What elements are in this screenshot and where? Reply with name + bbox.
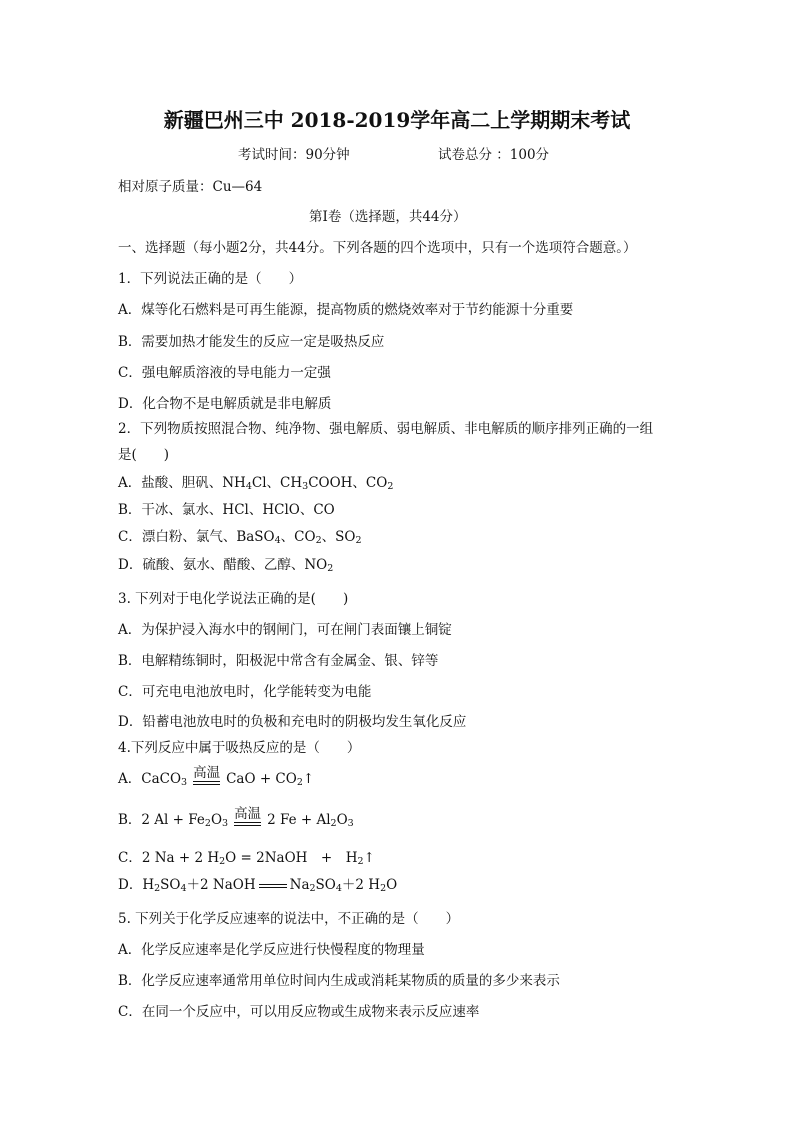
- q3-stem: 3. 下列对于电化学说法正确的是( ): [118, 591, 349, 607]
- q5-option-b: B．化学反应速率通常用单位时间内生成或消耗某物质的质量的多少来表示: [118, 973, 560, 989]
- q4a-sub-2: 2: [296, 777, 303, 788]
- q2a-text-2: Cl、CH: [251, 475, 303, 491]
- q4d-sub-2: 4: [180, 883, 187, 894]
- q1-option-b: B．需要加热才能发生的反应一定是吸热反应: [118, 334, 385, 350]
- q4b-sub-4: 3: [347, 818, 354, 829]
- q4b-text-1: B．2 Al + Fe: [118, 812, 205, 828]
- q4a-text-2: CaO + CO: [226, 771, 297, 787]
- q4a-condition-arrow: [193, 765, 220, 791]
- q3-option-d: D．铅蓄电池放电时的负极和充电时的阴极均发生氧化反应: [118, 714, 467, 730]
- q1-option-d: D．化合物不是电解质就是非电解质: [118, 396, 332, 412]
- q4-option-a: [118, 765, 314, 791]
- atomic-mass-note: 相对原子质量：Cu—64: [118, 179, 263, 195]
- q4c-text-1: C．2 Na + 2 H: [118, 850, 220, 866]
- q5-option-c: C．在同一个反应中，可以用反应物或生成物来表示反应速率: [118, 1004, 480, 1020]
- q4d-text-3: ＋2 NaOH: [186, 877, 256, 893]
- q4b-sub-3: 2: [330, 818, 337, 829]
- q4d-text-4: Na: [289, 877, 310, 893]
- q2d-text-1: D．硫酸、氨水、醋酸、乙醇、NO: [118, 557, 328, 573]
- q5-stem: 5. 下列关于化学反应速率的说法中，不正确的是（ ）: [118, 911, 460, 927]
- q4d-text-1: D．H: [118, 877, 155, 893]
- q2c-sub-1: 4: [274, 535, 281, 546]
- q2c-text-1: C．漂白粉、氯气、BaSO: [118, 529, 275, 545]
- q4b-text-4: O: [336, 812, 348, 828]
- q4d-equals-sign: [259, 884, 287, 888]
- q2a-text-1: A．盐酸、胆矾、NH: [118, 475, 246, 491]
- q4-option-b: [118, 806, 354, 832]
- q2a-sub-1: 4: [245, 481, 252, 492]
- section-instructions: 一、选择题（每小题2分，共44分。下列各题的四个选项中，只有一个选项符合题意。）: [118, 240, 637, 256]
- q1-option-c: C．强电解质溶液的导电能力一定强: [118, 365, 331, 381]
- q2-stem-line2: 是( ): [118, 447, 170, 463]
- q4d-sub-6: 2: [380, 883, 387, 894]
- section-title: 第Ⅰ卷（选择题，共44分）: [309, 209, 467, 225]
- q4d-text-6: ＋2 H: [341, 877, 381, 893]
- q2-stem-line1: 2．下列物质按照混合物、纯净物、强电解质、弱电解质、非电解质的顺序排列正确的一组: [118, 421, 654, 437]
- q4b-sub-1: 2: [204, 818, 211, 829]
- q1-stem: 1．下列说法正确的是（ ）: [118, 271, 303, 287]
- q4b-condition: 高温: [234, 806, 262, 822]
- q4c-sub-1: 2: [219, 856, 226, 867]
- q4b-text-2: O: [210, 812, 223, 828]
- q4b-sub-2: 3: [222, 818, 229, 829]
- q4d-text-7: O: [386, 877, 398, 893]
- q4-option-c: [118, 849, 375, 867]
- q2c-text-3: 、SO: [321, 529, 356, 545]
- q2-option-a: [118, 474, 393, 492]
- q4d-text-2: SO: [160, 877, 181, 893]
- q4b-condition-arrow: [234, 806, 261, 832]
- q4c-text-3: ↑: [363, 850, 375, 866]
- q3-option-b: B．电解精练铜时，阳极泥中常含有金属金、银、锌等: [118, 653, 439, 669]
- q2-option-d: [118, 556, 333, 574]
- q4d-sub-1: 2: [154, 883, 161, 894]
- q4-stem: 4.下列反应中属于吸热反应的是（ ）: [118, 740, 361, 756]
- q4a-condition: 高温: [193, 765, 221, 781]
- q4d-sub-4: 2: [309, 883, 316, 894]
- q3-option-a: A．为保护浸入海水中的钢闸门，可在闸门表面镶上铜锭: [118, 622, 452, 638]
- q2c-sub-3: 2: [355, 535, 362, 546]
- q4d-text-5: SO: [315, 877, 336, 893]
- q2a-sub-3: 2: [387, 481, 394, 492]
- page-title: 新疆巴州三中 2018-2019学年高二上学期期末考试: [163, 108, 631, 132]
- q4d-sub-5: 4: [335, 883, 342, 894]
- q3-option-c: C．可充电电池放电时，化学能转变为电能: [118, 684, 372, 700]
- q2-option-c: [118, 528, 362, 546]
- total-score: 试卷总分 ：100分: [438, 147, 550, 163]
- q2c-text-2: 、CO: [280, 529, 316, 545]
- q4a-sub-1: 3: [181, 777, 188, 788]
- q4c-text-2: O = 2NaOH + H: [225, 850, 358, 866]
- q1-option-a: A．煤等化石燃料是可再生能源，提高物质的燃烧效率对于节约能源十分重要: [118, 302, 574, 318]
- q2d-sub-1: 2: [327, 563, 334, 574]
- q4-option-d: [118, 876, 397, 894]
- q2-option-b: B．干冰、氯水、HCl、HClO、CO: [118, 502, 335, 518]
- q5-option-a: A．化学反应速率是化学反应进行快慢程度的物理量: [118, 942, 425, 958]
- q4a-text-3: ↑: [302, 771, 315, 787]
- q2a-sub-2: 3: [302, 481, 309, 492]
- q4b-text-3: 2 Fe + Al: [267, 812, 331, 828]
- q4a-text-1: A．CaCO: [118, 771, 182, 787]
- q2a-text-3: COOH、CO: [308, 475, 388, 491]
- exam-time: 考试时间：90分钟: [238, 147, 350, 163]
- q2c-sub-2: 2: [315, 535, 322, 546]
- q4c-sub-2: 2: [357, 856, 364, 867]
